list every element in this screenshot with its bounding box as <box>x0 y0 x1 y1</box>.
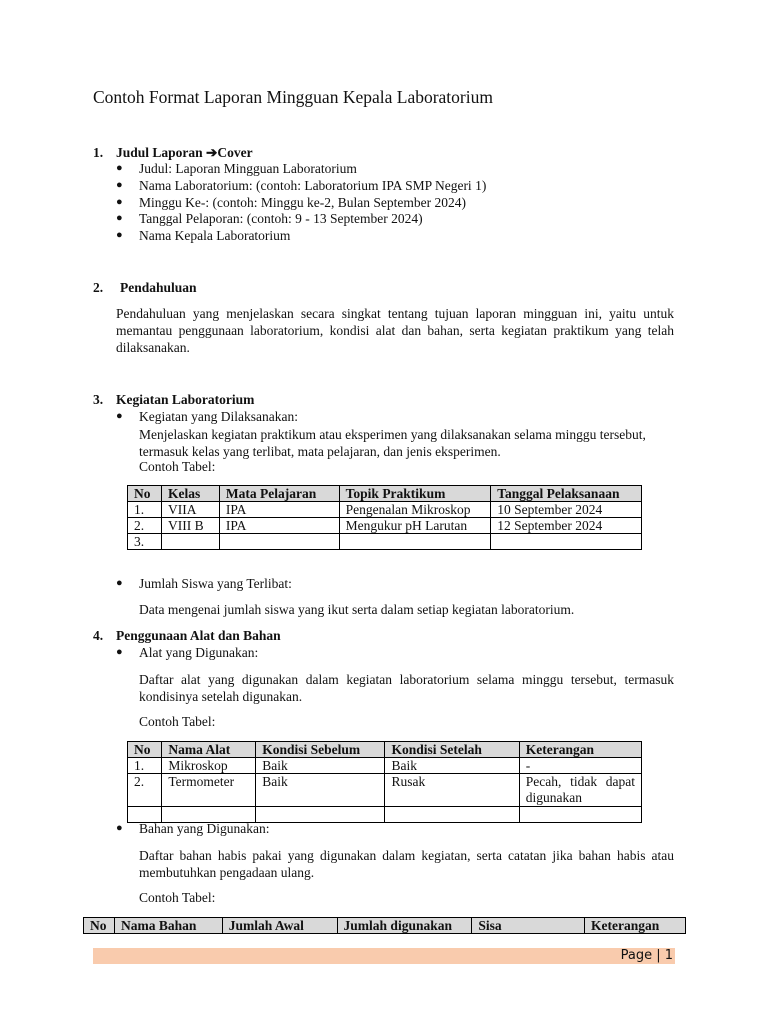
section-3-item-2: Jumlah Siswa yang Terlibat: <box>139 576 292 591</box>
document-title: Contoh Format Laporan Mingguan Kepala Laboratorium <box>93 87 493 107</box>
table-cell: IPA <box>219 518 339 534</box>
bullet-icon <box>116 229 126 241</box>
table-cell: 12 September 2024 <box>491 518 642 534</box>
table-cell: 10 September 2024 <box>491 502 642 518</box>
table-header-cell: No <box>128 486 162 502</box>
table-header-cell: Mata Pelajaran <box>219 486 339 502</box>
section-4-item-2-text: Daftar bahan habis pakai yang digunakan dalam kegiatan, serta catatan jika bahan habis atau membutuhkan pengadaan ulang. <box>139 848 674 880</box>
table-cell: Rusak <box>385 774 519 807</box>
table-row <box>128 774 642 807</box>
kegiatan-table <box>127 485 642 550</box>
table-cell: IPA <box>219 502 339 518</box>
section-2-paragraph: Pendahuluan yang menjelaskan secara singkat tentang tujuan laporan mingguan ini, yaitu untuk memantau penggunaan laboratorium, kondisi alat dan bahan, serta kegiatan praktikum yang telah dilaksanakan. <box>116 306 674 355</box>
table-cell: 1. <box>128 502 162 518</box>
page-footer <box>93 948 675 964</box>
table-header-row <box>128 486 642 502</box>
table-header-row <box>128 742 642 758</box>
table-cell: Mikroskop <box>162 758 256 774</box>
section-1-item: Tanggal Pelaporan: (contoh: 9 - 13 September 2024) <box>139 211 423 226</box>
table-row <box>128 758 642 774</box>
section-1-number: 1. <box>93 145 104 160</box>
table-header-cell: No <box>128 742 162 758</box>
table-cell <box>161 534 219 550</box>
alat-table <box>127 741 642 823</box>
table-header-cell: Sisa <box>472 918 585 934</box>
table-cell: 2. <box>128 518 162 534</box>
bullet-icon <box>116 410 126 422</box>
table-cell <box>256 807 385 823</box>
table-cell: VIII B <box>161 518 219 534</box>
section-1-item: Judul: Laporan Mingguan Laboratorium <box>139 161 357 176</box>
section-4-item-1-text: Daftar alat yang digunakan dalam kegiatan laboratorium selama minggu tersebut, termasuk kondisinya setelah digunakan. <box>139 672 674 704</box>
table-cell <box>339 534 491 550</box>
table-header-row <box>84 918 686 934</box>
section-3-item-2-text: Data mengenai jumlah siswa yang ikut serta dalam setiap kegiatan laboratorium. <box>139 602 575 617</box>
table-label: Contoh Tabel: <box>139 714 216 729</box>
table-header-cell: Jumlah digunakan <box>337 918 472 934</box>
section-1-title: Judul Laporan ➔Cover <box>116 145 253 160</box>
section-1-item: Minggu Ke-: (contoh: Minggu ke-2, Bulan September 2024) <box>139 195 466 210</box>
table-label: Contoh Tabel: <box>139 459 216 474</box>
table-cell: Pengenalan Mikroskop <box>339 502 491 518</box>
table-cell <box>385 807 519 823</box>
section-2-number: 2. <box>93 280 104 295</box>
table-cell: - <box>519 758 641 774</box>
section-4-title: Penggunaan Alat dan Bahan <box>116 628 281 643</box>
table-cell: Baik <box>256 774 385 807</box>
section-3-item-1-text: Menjelaskan kegiatan praktikum atau eksperimen yang dilaksanakan selama minggu tersebut, termasuk kelas yang terlibat, mata pelajaran, dan jenis eksperimen. <box>139 427 646 459</box>
table-label: Contoh Tabel: <box>139 890 216 905</box>
table-cell: Baik <box>256 758 385 774</box>
section-3-number: 3. <box>93 392 104 407</box>
table-header-cell: Nama Alat <box>162 742 256 758</box>
bullet-icon <box>116 822 126 834</box>
table-row <box>128 534 642 550</box>
table-header-cell: Keterangan <box>519 742 641 758</box>
table-cell <box>519 807 641 823</box>
bullet-icon <box>116 212 126 224</box>
table-row <box>128 502 642 518</box>
table-cell <box>491 534 642 550</box>
table-cell: VIIA <box>161 502 219 518</box>
table-cell: 1. <box>128 758 162 774</box>
section-3-item-1: Kegiatan yang Dilaksanakan: <box>139 409 298 424</box>
bullet-icon <box>116 577 126 589</box>
section-2-title: Pendahuluan <box>120 280 197 295</box>
table-cell: Mengukur pH Larutan <box>339 518 491 534</box>
section-4-item-1: Alat yang Digunakan: <box>139 645 259 660</box>
table-cell: Pecah, tidak dapat digunakan <box>519 774 641 807</box>
table-header-cell: Jumlah Awal <box>222 918 337 934</box>
section-4-number: 4. <box>93 628 104 643</box>
table-header-cell: Kelas <box>161 486 219 502</box>
table-row <box>128 518 642 534</box>
table-header-cell: Keterangan <box>585 918 686 934</box>
section-1-item: Nama Kepala Laboratorium <box>139 228 291 243</box>
table-header-cell: No <box>84 918 115 934</box>
table-header-cell: Kondisi Sebelum <box>256 742 385 758</box>
table-cell: 2. <box>128 774 162 807</box>
bullet-icon <box>116 196 126 208</box>
table-header-cell: Kondisi Setelah <box>385 742 519 758</box>
bullet-icon <box>116 646 126 658</box>
table-header-cell: Topik Praktikum <box>339 486 491 502</box>
bahan-table <box>83 917 686 934</box>
table-cell <box>219 534 339 550</box>
section-3-title: Kegiatan Laboratorium <box>116 392 255 407</box>
section-1-item: Nama Laboratorium: (contoh: Laboratorium IPA SMP Negeri 1) <box>139 178 487 193</box>
section-4-item-2: Bahan yang Digunakan: <box>139 821 270 836</box>
table-header-cell: Tanggal Pelaksanaan <box>491 486 642 502</box>
page-number: Page | 1 <box>620 948 673 963</box>
table-cell: Termometer <box>162 774 256 807</box>
table-header-cell: Nama Bahan <box>114 918 222 934</box>
table-cell: 3. <box>128 534 162 550</box>
bullet-icon <box>116 179 126 191</box>
table-cell: Baik <box>385 758 519 774</box>
bullet-icon <box>116 162 126 174</box>
